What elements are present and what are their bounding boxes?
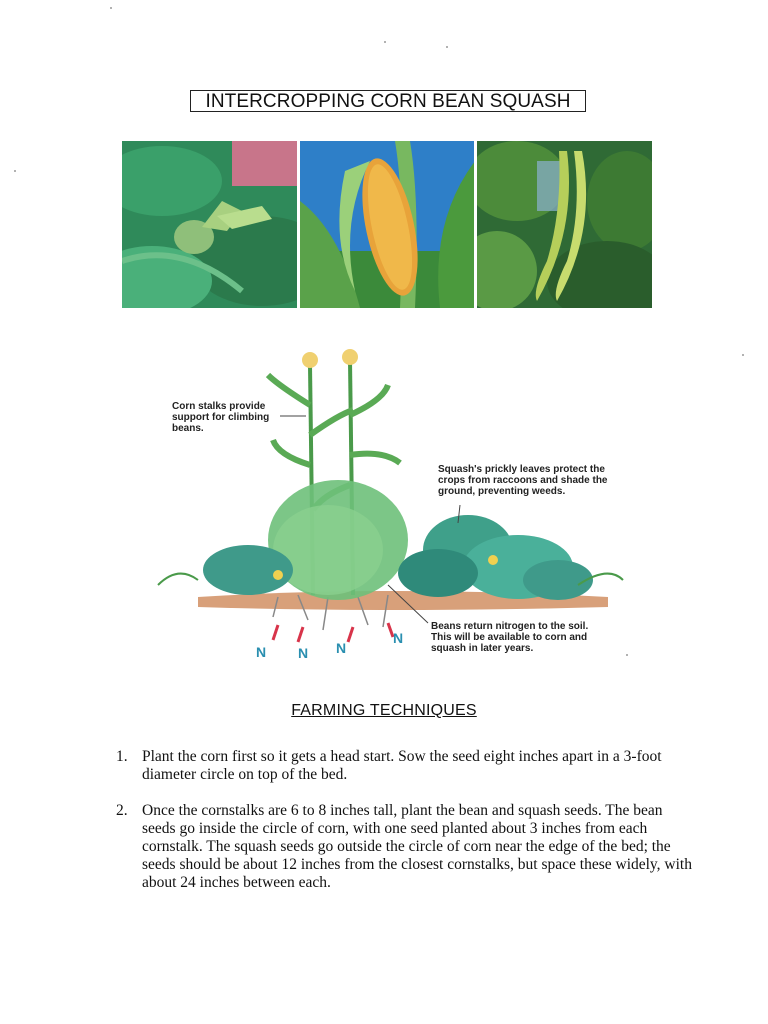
nitrogen-symbol: N [336,640,347,656]
step-text: Plant the corn first so it gets a head start. Sow the seed eight inches apart in a 3-foot diameter circle on top of the bed. [142,748,662,783]
photo-squash [122,141,297,308]
scan-speck [14,170,16,172]
label-corn: Corn stalks provide support for climbing beans. [172,401,270,434]
nitrogen-symbol: N [298,645,309,661]
scan-speck [742,354,744,356]
nitrogen-symbol: N [256,644,267,660]
section-title: FARMING TECHNIQUES [291,702,477,719]
photo-beans [477,141,652,308]
scan-speck [384,41,386,43]
label-beans: Beans return nitrogen to the soil. This will be available to corn and squash in later years. [431,621,589,654]
scan-speck [446,46,448,48]
nitrogen-symbol: N [393,630,404,646]
list-item [116,802,696,892]
step-number: 2. [116,802,128,819]
step-number: 1. [116,748,128,765]
photo-strip [122,141,652,308]
bean-vines [273,505,383,595]
page-title: INTERCROPPING CORN BEAN SQUASH [190,90,586,112]
scan-speck [110,7,112,9]
step-text: Once the cornstalks are 6 to 8 inches tall, plant the bean and squash seeds. The bean seeds go inside the circle of corn, with one seed planted about 3 inches from each cornstalk. The squash seeds go outside the circle of corn near the edge of the bed; the seeds should be about 12 inches from the closest cornstalks, but space these widely, with about 24 inches between each. [142,802,692,891]
steps-list [116,748,696,892]
three-sisters-diagram [138,345,638,665]
nitrogen-arrows [273,623,393,642]
photo-corn [300,141,475,308]
list-item [116,748,696,784]
label-squash: Squash's prickly leaves protect the crops from raccoons and shade the ground, preventing weeds. [438,464,608,497]
